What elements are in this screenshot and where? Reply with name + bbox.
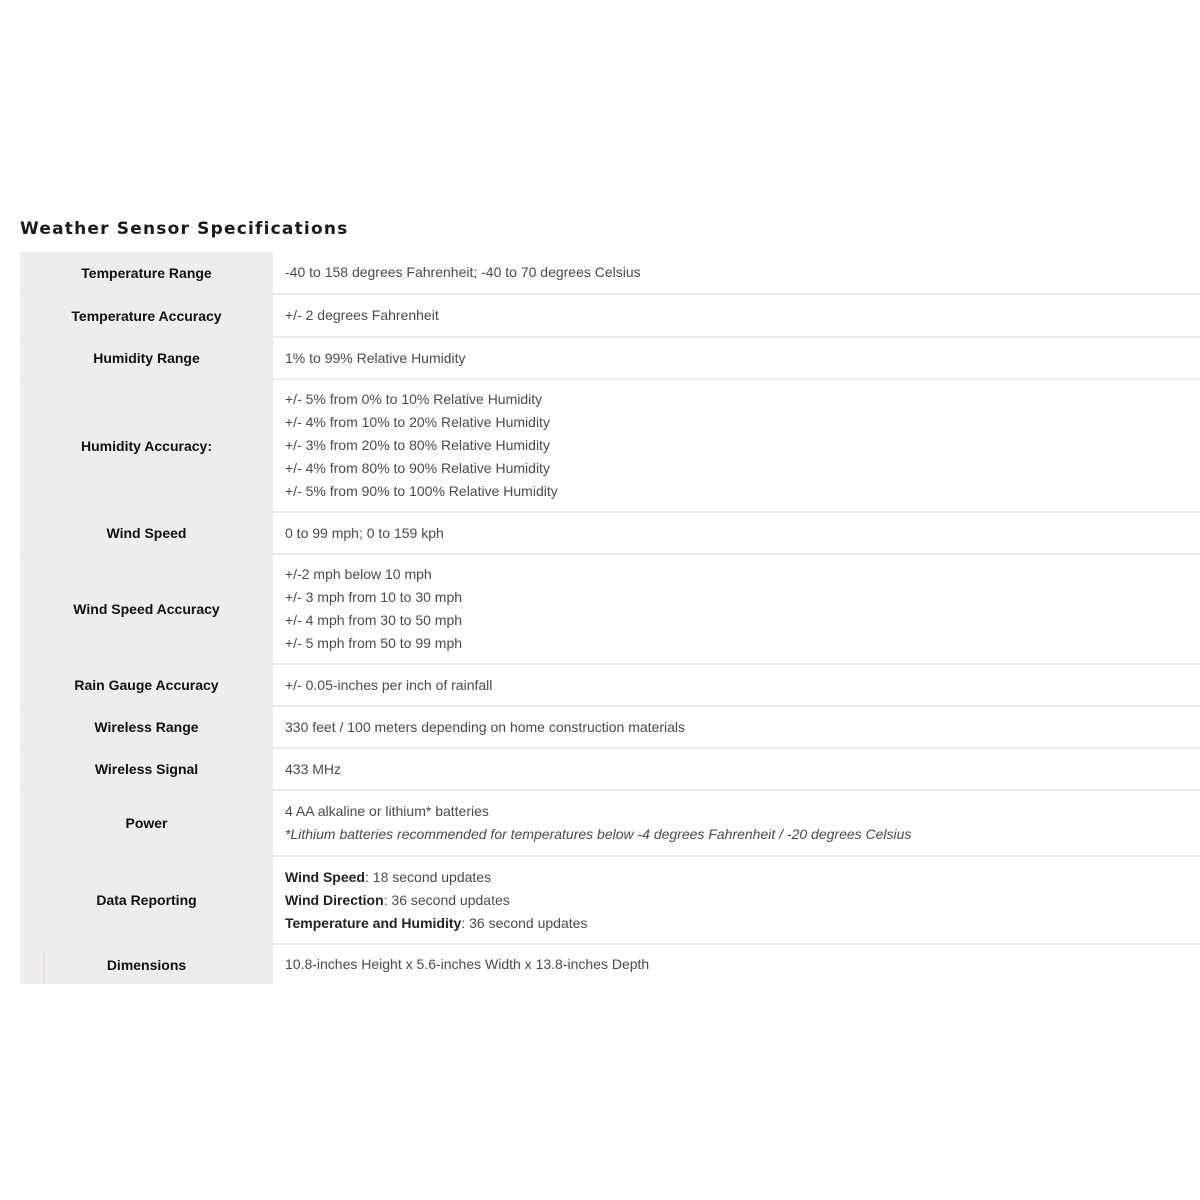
spec-value <box>274 337 1200 379</box>
spec-value <box>274 554 1200 664</box>
spec-label: Wind Speed <box>20 512 274 554</box>
value-line: +/- 2 degrees Fahrenheit <box>285 307 439 323</box>
spec-label: Data Reporting <box>20 856 274 944</box>
value-line: +/-2 mph below 10 mph <box>285 566 432 582</box>
value-line <box>285 912 1200 935</box>
value-text: : 18 second updates <box>365 868 492 885</box>
value-note: *Lithium batteries recommended for temperatures below -4 degrees Fahrenheit / -20 degrees Celsius <box>285 826 912 842</box>
table-row <box>20 337 1200 379</box>
value-key: Wind Speed <box>285 868 365 885</box>
table-row <box>20 748 1200 790</box>
value-line: +/- 5% from 90% to 100% Relative Humidity <box>285 483 558 499</box>
spec-label: Power <box>20 790 274 856</box>
table-row <box>20 379 1200 512</box>
value-line: +/- 4% from 80% to 90% Relative Humidity <box>285 460 550 476</box>
value-line <box>285 889 1200 912</box>
spec-value <box>274 252 1200 294</box>
spec-label: Temperature Range <box>20 252 274 294</box>
spec-value <box>274 748 1200 790</box>
value-line: +/- 5% from 0% to 10% Relative Humidity <box>285 391 543 407</box>
value-line: -40 to 158 degrees Fahrenheit; -40 to 70 degrees Celsius <box>285 264 641 280</box>
table-row <box>20 512 1200 554</box>
value-line: 10.8-inches Height x 5.6-inches Width x 13.8-inches Depth <box>285 956 650 972</box>
spec-value <box>274 294 1200 337</box>
crop-edge-divider <box>43 952 45 984</box>
spec-label: Temperature Accuracy <box>20 294 274 337</box>
spec-value <box>274 856 1200 944</box>
spec-label: Rain Gauge Accuracy <box>20 664 274 706</box>
spec-label: Wireless Range <box>20 706 274 748</box>
value-line: 330 feet / 100 meters depending on home construction materials <box>285 718 686 735</box>
spec-value <box>274 706 1200 748</box>
value-text: : 36 second updates <box>383 891 510 908</box>
spec-label: Humidity Accuracy: <box>20 379 274 512</box>
table-row <box>20 664 1200 706</box>
table-row <box>20 294 1200 337</box>
value-line <box>285 866 1200 889</box>
table-row <box>20 856 1200 944</box>
spec-value <box>274 664 1200 706</box>
spec-value <box>274 944 1200 984</box>
table-row <box>20 790 1200 856</box>
table-row <box>20 252 1200 294</box>
value-line: +/- 3% from 20% to 80% Relative Humidity <box>285 437 550 453</box>
value-key: Wind Direction <box>285 891 384 908</box>
value-line: +/- 5 mph from 50 to 99 mph <box>285 635 463 651</box>
table-row <box>20 944 1200 984</box>
spec-value <box>274 790 1200 856</box>
spec-label: Dimensions <box>20 944 274 984</box>
page-title: Weather Sensor Specifications <box>20 219 349 239</box>
value-line: 4 AA alkaline or lithium* batteries <box>285 803 489 819</box>
value-line: +/- 4 mph from 30 to 50 mph <box>285 612 463 628</box>
value-line: 1% to 99% Relative Humidity <box>285 349 466 366</box>
value-line: 0 to 99 mph; 0 to 159 kph <box>285 524 444 541</box>
value-line: +/- 4% from 10% to 20% Relative Humidity <box>285 414 550 430</box>
value-line: 433 MHz <box>285 760 342 777</box>
value-key: Temperature and Humidity <box>285 914 462 931</box>
value-text: : 36 second updates <box>461 914 588 931</box>
spec-value <box>274 379 1200 512</box>
spec-value <box>274 512 1200 554</box>
table-row <box>20 554 1200 664</box>
spec-label: Wind Speed Accuracy <box>20 554 274 664</box>
spec-label: Wireless Signal <box>20 748 274 790</box>
table-row <box>20 706 1200 748</box>
spec-label: Humidity Range <box>20 337 274 379</box>
value-line: +/- 0.05-inches per inch of rainfall <box>285 676 493 693</box>
value-line: +/- 3 mph from 10 to 30 mph <box>285 589 463 605</box>
spec-table <box>20 252 1200 984</box>
